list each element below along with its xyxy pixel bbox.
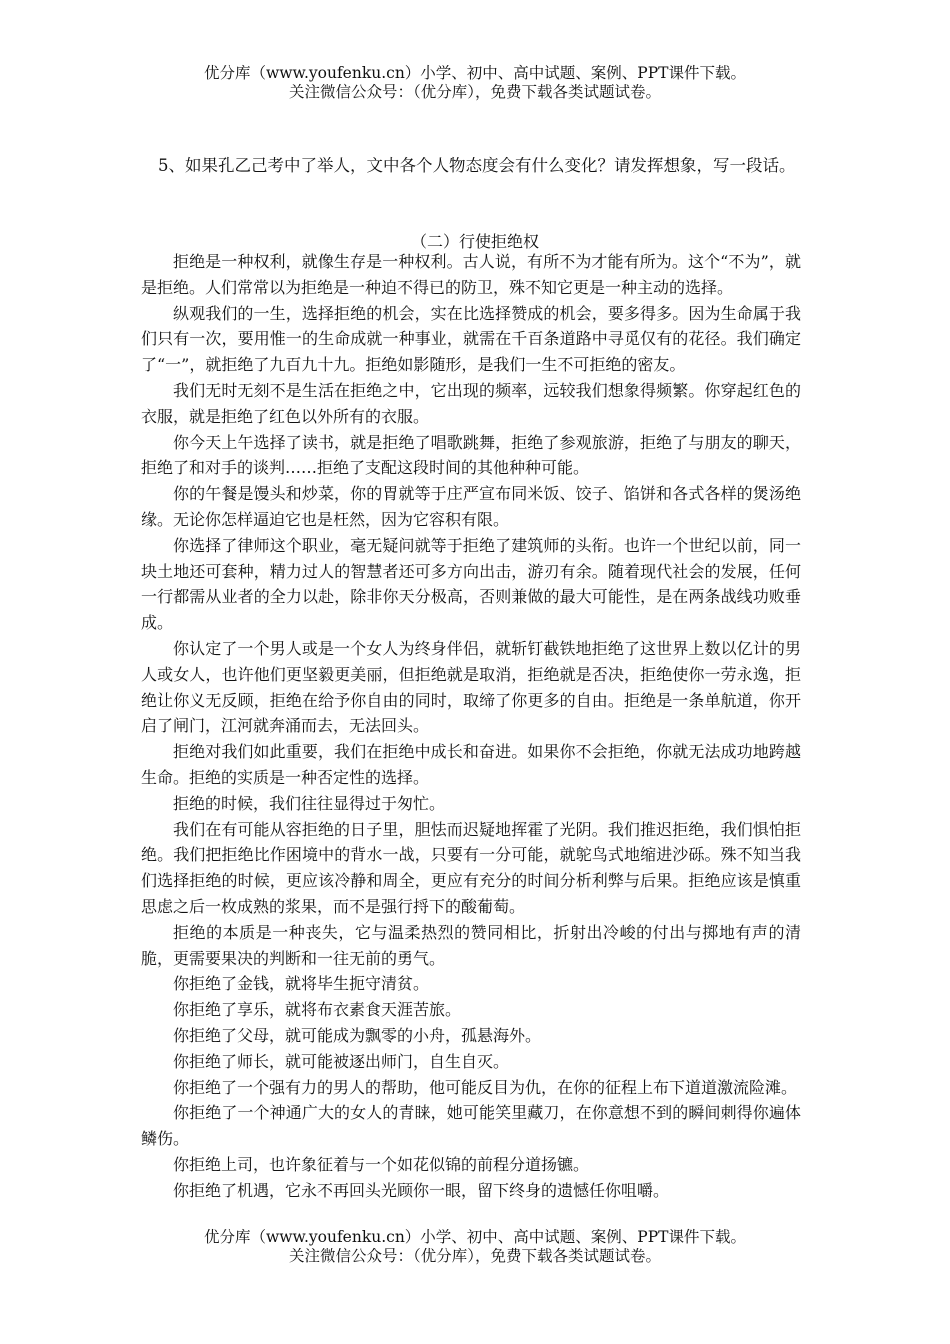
paragraph: 拒绝是一种权利，就像生存是一种权利。古人说，有所不为才能有所为。这个“不为”，就是拒绝。人们常常以为拒绝是一种迫不得已的防卫，殊不知它更是一种主动的选择。 (141, 252, 801, 297)
paragraph: 你的午餐是馒头和炒菜，你的胃就等于庄严宣布同米饭、饺子、馅饼和各式各样的煲汤绝缘。无论你怎样逼迫它也是枉然，因为它容积有限。 (141, 484, 801, 529)
page-header (0, 64, 950, 102)
paragraph: 你拒绝了金钱，就将毕生扼守清贫。 (173, 974, 430, 994)
question-5: 5、如果孔乙己考中了举人，文中各个人物态度会有什么变化？请发挥想象，写一段话。 (158, 156, 796, 175)
paragraph: 我们无时无刻不是生活在拒绝之中，它出现的频率，远较我们想象得频繁。你穿起红色的衣服，就是拒绝了红色以外所有的衣服。 (141, 380, 801, 426)
paragraph: 你拒绝上司，也许象征着与一个如花似锦的前程分道扬镳。 (173, 1154, 590, 1174)
paragraph: 你拒绝了享乐，就将布衣素食天涯苦旅。 (173, 1000, 462, 1020)
page-footer (0, 1228, 950, 1266)
header-line-1: 优分库（www.youfenku.cn）小学、初中、高中试题、案例、PPT课件下载。 (203, 64, 747, 82)
paragraph: 你选择了律师这个职业，毫无疑问就等于拒绝了建筑师的头衔。也许一个世纪以前，同一块土地还可套种，精力过人的智慧者还可多方向出击，游刃有余。随着现代社会的发展，任何一行都需从业者的全力以赴，除非你天分极高，否则兼做的最大可能性，是在两条战线功败垂成。 (141, 535, 801, 633)
paragraph: 你今天上午选择了读书，就是拒绝了唱歌跳舞，拒绝了参观旅游，拒绝了与朋友的聊天，拒绝了和对手的谈判……拒绝了支配这段时间的其他种种可能。 (141, 432, 801, 478)
paragraph: 你拒绝了一个强有力的男人的帮助，他可能反目为仇，在你的征程上布下道道激流险滩。 (173, 1077, 798, 1097)
paragraph: 你拒绝了师长，就可能被逐出师门，自生自灭。 (173, 1051, 510, 1071)
header-line-2: 关注微信公众号：（优分库），免费下载各类试题试卷。 (288, 83, 661, 101)
paragraph: 拒绝的本质是一种丧失，它与温柔热烈的赞同相比，折射出冷峻的付出与掷地有声的清脆，更需要果决的判断和一往无前的勇气。 (141, 922, 801, 968)
paragraph: 拒绝对我们如此重要，我们在拒绝中成长和奋进。如果你不会拒绝，你就无法成功地跨越生命。拒绝的实质是一种否定性的选择。 (141, 742, 801, 787)
paragraph: 你拒绝了机遇，它永不再回头光顾你一眼，留下终身的遗憾任你咀嚼。 (173, 1180, 670, 1200)
paragraph: 你拒绝了一个神通广大的女人的青睐，她可能笑里藏刀，在你意想不到的瞬间刺得你遍体鳞伤。 (141, 1103, 801, 1149)
paragraph: 拒绝的时候，我们往往显得过于匆忙。 (173, 793, 446, 813)
article-title: （二）行使拒绝权 (410, 232, 539, 251)
article-body (141, 249, 801, 1203)
footer-line-1: 优分库（www.youfenku.cn）小学、初中、高中试题、案例、PPT课件下载。 (203, 1228, 747, 1246)
footer-line-2: 关注微信公众号：（优分库），免费下载各类试题试卷。 (288, 1247, 661, 1265)
paragraph: 纵观我们的一生，选择拒绝的机会，实在比选择赞成的机会，要多得多。因为生命属于我们只有一次，要用惟一的生命成就一种事业，就需在千百条道路中寻觅仅有的花径。我们确定了“一”，就拒绝了九百九十九。拒绝如影随形，是我们一生不可拒绝的密友。 (141, 303, 801, 375)
paragraph: 你拒绝了父母，就可能成为飘零的小舟，孤悬海外。 (173, 1025, 542, 1045)
paragraph: 我们在有可能从容拒绝的日子里，胆怯而迟疑地挥霍了光阴。我们推迟拒绝，我们惧怕拒绝。我们把拒绝比作困境中的背水一战，只要有一分可能，就鸵鸟式地缩进沙砾。殊不知当我们选择拒绝的时候，更应该冷静和周全，更应有充分的时间分析利弊与后果。拒绝应该是慎重思虑之后一枚成熟的浆果，而不是强行捋下的酸葡萄。 (141, 819, 801, 916)
paragraph: 你认定了一个男人或是一个女人为终身伴侣，就斩钉截铁地拒绝了这世界上数以亿计的男人或女人，也许他们更坚毅更美丽，但拒绝就是取消，拒绝就是否决，拒绝使你一劳永逸，拒绝让你义无反顾，拒绝在给予你自由的同时，取缔了你更多的自由。拒绝是一条单航道，你开启了闸门，江河就奔涌而去，无法回头。 (141, 638, 801, 736)
